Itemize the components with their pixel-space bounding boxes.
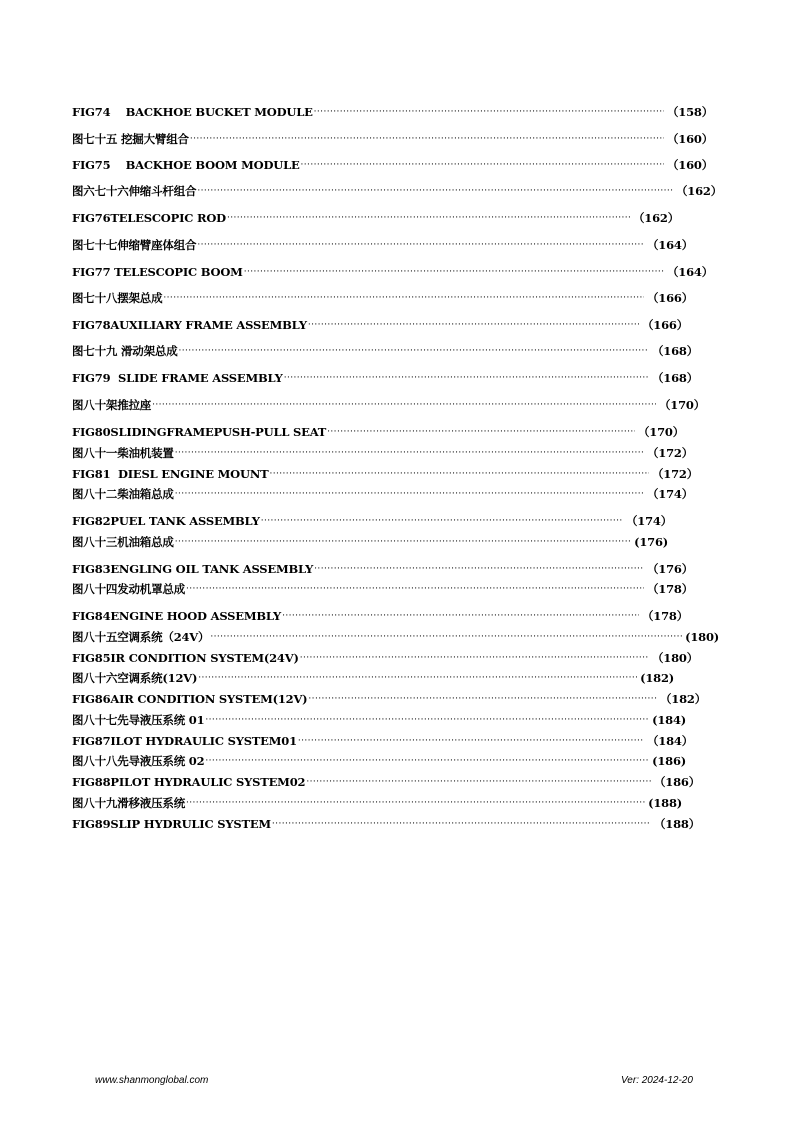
toc-entry (72, 104, 713, 120)
dot-leader (186, 795, 645, 811)
toc-entry-page: （166） (646, 291, 693, 305)
dot-leader (179, 343, 649, 359)
toc-entry (72, 629, 719, 645)
dot-leader (190, 131, 664, 147)
toc-entry-page: （174） (625, 514, 672, 528)
dot-leader (308, 317, 639, 333)
toc-entry-page: （170） (637, 425, 684, 439)
toc-entry-title: 图八十七先导液压系统 01 (72, 713, 205, 727)
dot-leader (261, 513, 623, 529)
toc-entry (72, 670, 674, 686)
toc-entry-title: 图七十八摆架总成 (72, 291, 163, 305)
toc-entry-page: （180） (651, 651, 698, 665)
toc-entry-page: （178） (641, 609, 688, 623)
toc-entry (72, 691, 706, 707)
footer-website: www.shanmonglobal.com (95, 1075, 209, 1086)
toc-entry-page: （160） (666, 132, 713, 146)
toc-entry (72, 183, 722, 199)
toc-entry (72, 131, 713, 147)
toc-entry (72, 290, 693, 306)
toc-entry-title: FIG84ENGINE HOOD ASSEMBLY (72, 609, 282, 623)
toc-entry-title: 图七十七伸缩臂座体组合 (72, 238, 197, 252)
toc-entry-page: （182） (659, 692, 706, 706)
toc-entry-title: FIG85IR CONDITION SYSTEM(24V) (72, 651, 299, 665)
toc-entry (72, 581, 693, 597)
toc-entry-page: （162） (632, 211, 679, 225)
toc-entry (72, 513, 672, 529)
toc-entry (72, 712, 686, 728)
toc-entry-page: （164） (666, 265, 713, 279)
dot-leader (327, 424, 635, 440)
toc-entry-title: 图八十五空调系统（24V） (72, 630, 210, 644)
dot-leader (198, 670, 637, 686)
toc-entry-title: FIG89SLIP HYDRULIC SYSTEM (72, 817, 271, 831)
toc-entry-title: 图八十九滑移液压系统 (72, 796, 185, 810)
toc-entry-title: 图八十六空调系统(12V) (72, 671, 198, 685)
toc-entry-title: 图七十九 滑动架总成 (72, 344, 178, 358)
toc-entry-title: FIG83ENGLING OIL TANK ASSEMBLY (72, 562, 314, 576)
dot-leader (197, 237, 644, 253)
toc-entry-title: FIG77 TELESCOPIC BOOM (72, 265, 243, 279)
dot-leader (227, 210, 630, 226)
toc-entry (72, 650, 698, 666)
toc-entry-page: （186） (653, 775, 700, 789)
toc-entry-page: （162） (675, 184, 722, 198)
toc-entry-title: FIG74 BACKHOE BUCKET MODULE (72, 105, 313, 119)
dot-leader (300, 650, 649, 666)
dot-leader (152, 397, 656, 413)
toc-entry (72, 445, 693, 461)
dot-leader (205, 712, 649, 728)
toc-entry-title: FIG76TELESCOPIC ROD (72, 211, 226, 225)
toc-entry (72, 608, 688, 624)
toc-entry (72, 561, 693, 577)
toc-entry-page: (180) (685, 630, 719, 644)
toc-entry-title: FIG88PILOT HYDRAULIC SYSTEM02 (72, 775, 306, 789)
dot-leader (306, 774, 651, 790)
toc-entry-title: FIG75 BACKHOE BOOM MODULE (72, 158, 300, 172)
toc-entry (72, 157, 713, 173)
toc-entry-page: (182) (640, 671, 674, 685)
toc-entry (72, 264, 713, 280)
toc-entry-page: （174） (646, 487, 693, 501)
toc-entry-page: （168） (651, 371, 698, 385)
toc-entry (72, 370, 698, 386)
toc-entry (72, 210, 679, 226)
toc-entry-title: FIG81 DIESL ENGINE MOUNT (72, 467, 269, 481)
dot-leader (244, 264, 664, 280)
toc-entry (72, 486, 693, 502)
dot-leader (210, 629, 682, 645)
footer-version: Ver: 2024-12-20 (621, 1075, 693, 1086)
toc-entry-title: FIG79 SLIDE FRAME ASSEMBLY (72, 371, 283, 385)
toc-entry-page: （158） (666, 105, 713, 119)
dot-leader (197, 183, 673, 199)
toc-entry (72, 317, 688, 333)
toc-entry-title: 图八十二柴油箱总成 (72, 487, 174, 501)
toc-entry-title: 图八十四发动机罩总成 (72, 582, 185, 596)
toc-entry-page: （170） (658, 398, 705, 412)
toc-entry-page: （176） (646, 562, 693, 576)
toc-entry (72, 397, 705, 413)
dot-leader (272, 816, 651, 832)
toc-entry-page: （160） (666, 158, 713, 172)
toc-entry (72, 466, 698, 482)
dot-leader (270, 466, 649, 482)
toc-entry (72, 343, 698, 359)
toc-entry (72, 816, 700, 832)
dot-leader (301, 157, 664, 173)
dot-leader (163, 290, 644, 306)
toc-entry-page: （164） (646, 238, 693, 252)
toc-entry (72, 424, 684, 440)
toc-entry-title: FIG86AIR CONDITION SYSTEM(12V) (72, 692, 308, 706)
toc-entry-page: （178） (646, 582, 693, 596)
toc-entry-page: （188） (653, 817, 700, 831)
dot-leader (175, 534, 631, 550)
dot-leader (186, 581, 644, 597)
toc-entry (72, 774, 700, 790)
toc-entry-page: （184） (646, 734, 693, 748)
toc-entry-page: （172） (646, 446, 693, 460)
toc-entry-title: FIG78AUXILIARY FRAME ASSEMBLY (72, 318, 307, 332)
toc-entry-title: 图八十一柴油机装置 (72, 446, 174, 460)
dot-leader (175, 486, 644, 502)
toc-entry (72, 795, 682, 811)
dot-leader (308, 691, 657, 707)
dot-leader (282, 608, 639, 624)
dot-leader (298, 733, 644, 749)
toc-entry (72, 753, 686, 769)
dot-leader (205, 753, 649, 769)
dot-leader (175, 445, 644, 461)
toc-entry-page: （166） (641, 318, 688, 332)
toc-entry-page: (186) (652, 754, 686, 768)
toc-entry-title: 图八十三机油箱总成 (72, 535, 174, 549)
toc-entry-title: FIG82PUEL TANK ASSEMBLY (72, 514, 260, 528)
toc-entry-title: FIG87ILOT HYDRAULIC SYSTEM01 (72, 734, 297, 748)
toc-entry-title: 图八十八先导液压系统 02 (72, 754, 205, 768)
toc-entry-page: (184) (652, 713, 686, 727)
toc-entry (72, 534, 668, 550)
toc-entry-page: （168） (651, 344, 698, 358)
toc-entry (72, 237, 693, 253)
dot-leader (284, 370, 649, 386)
toc-entry-title: 图八十架推拉座 (72, 398, 152, 412)
dot-leader (314, 104, 664, 120)
toc-entry-title: FIG80SLIDINGFRAMEPUSH-PULL SEAT (72, 425, 327, 439)
toc-entry (72, 733, 693, 749)
toc-entry-page: (188) (648, 796, 682, 810)
toc-entry-page: (176) (634, 535, 668, 549)
toc-entry-title: 图七十五 挖掘大臂组合 (72, 132, 189, 146)
dot-leader (314, 561, 644, 577)
toc-entry-title: 图六七十六伸缩斗杆组合 (72, 184, 197, 198)
toc-entry-page: （172） (651, 467, 698, 481)
